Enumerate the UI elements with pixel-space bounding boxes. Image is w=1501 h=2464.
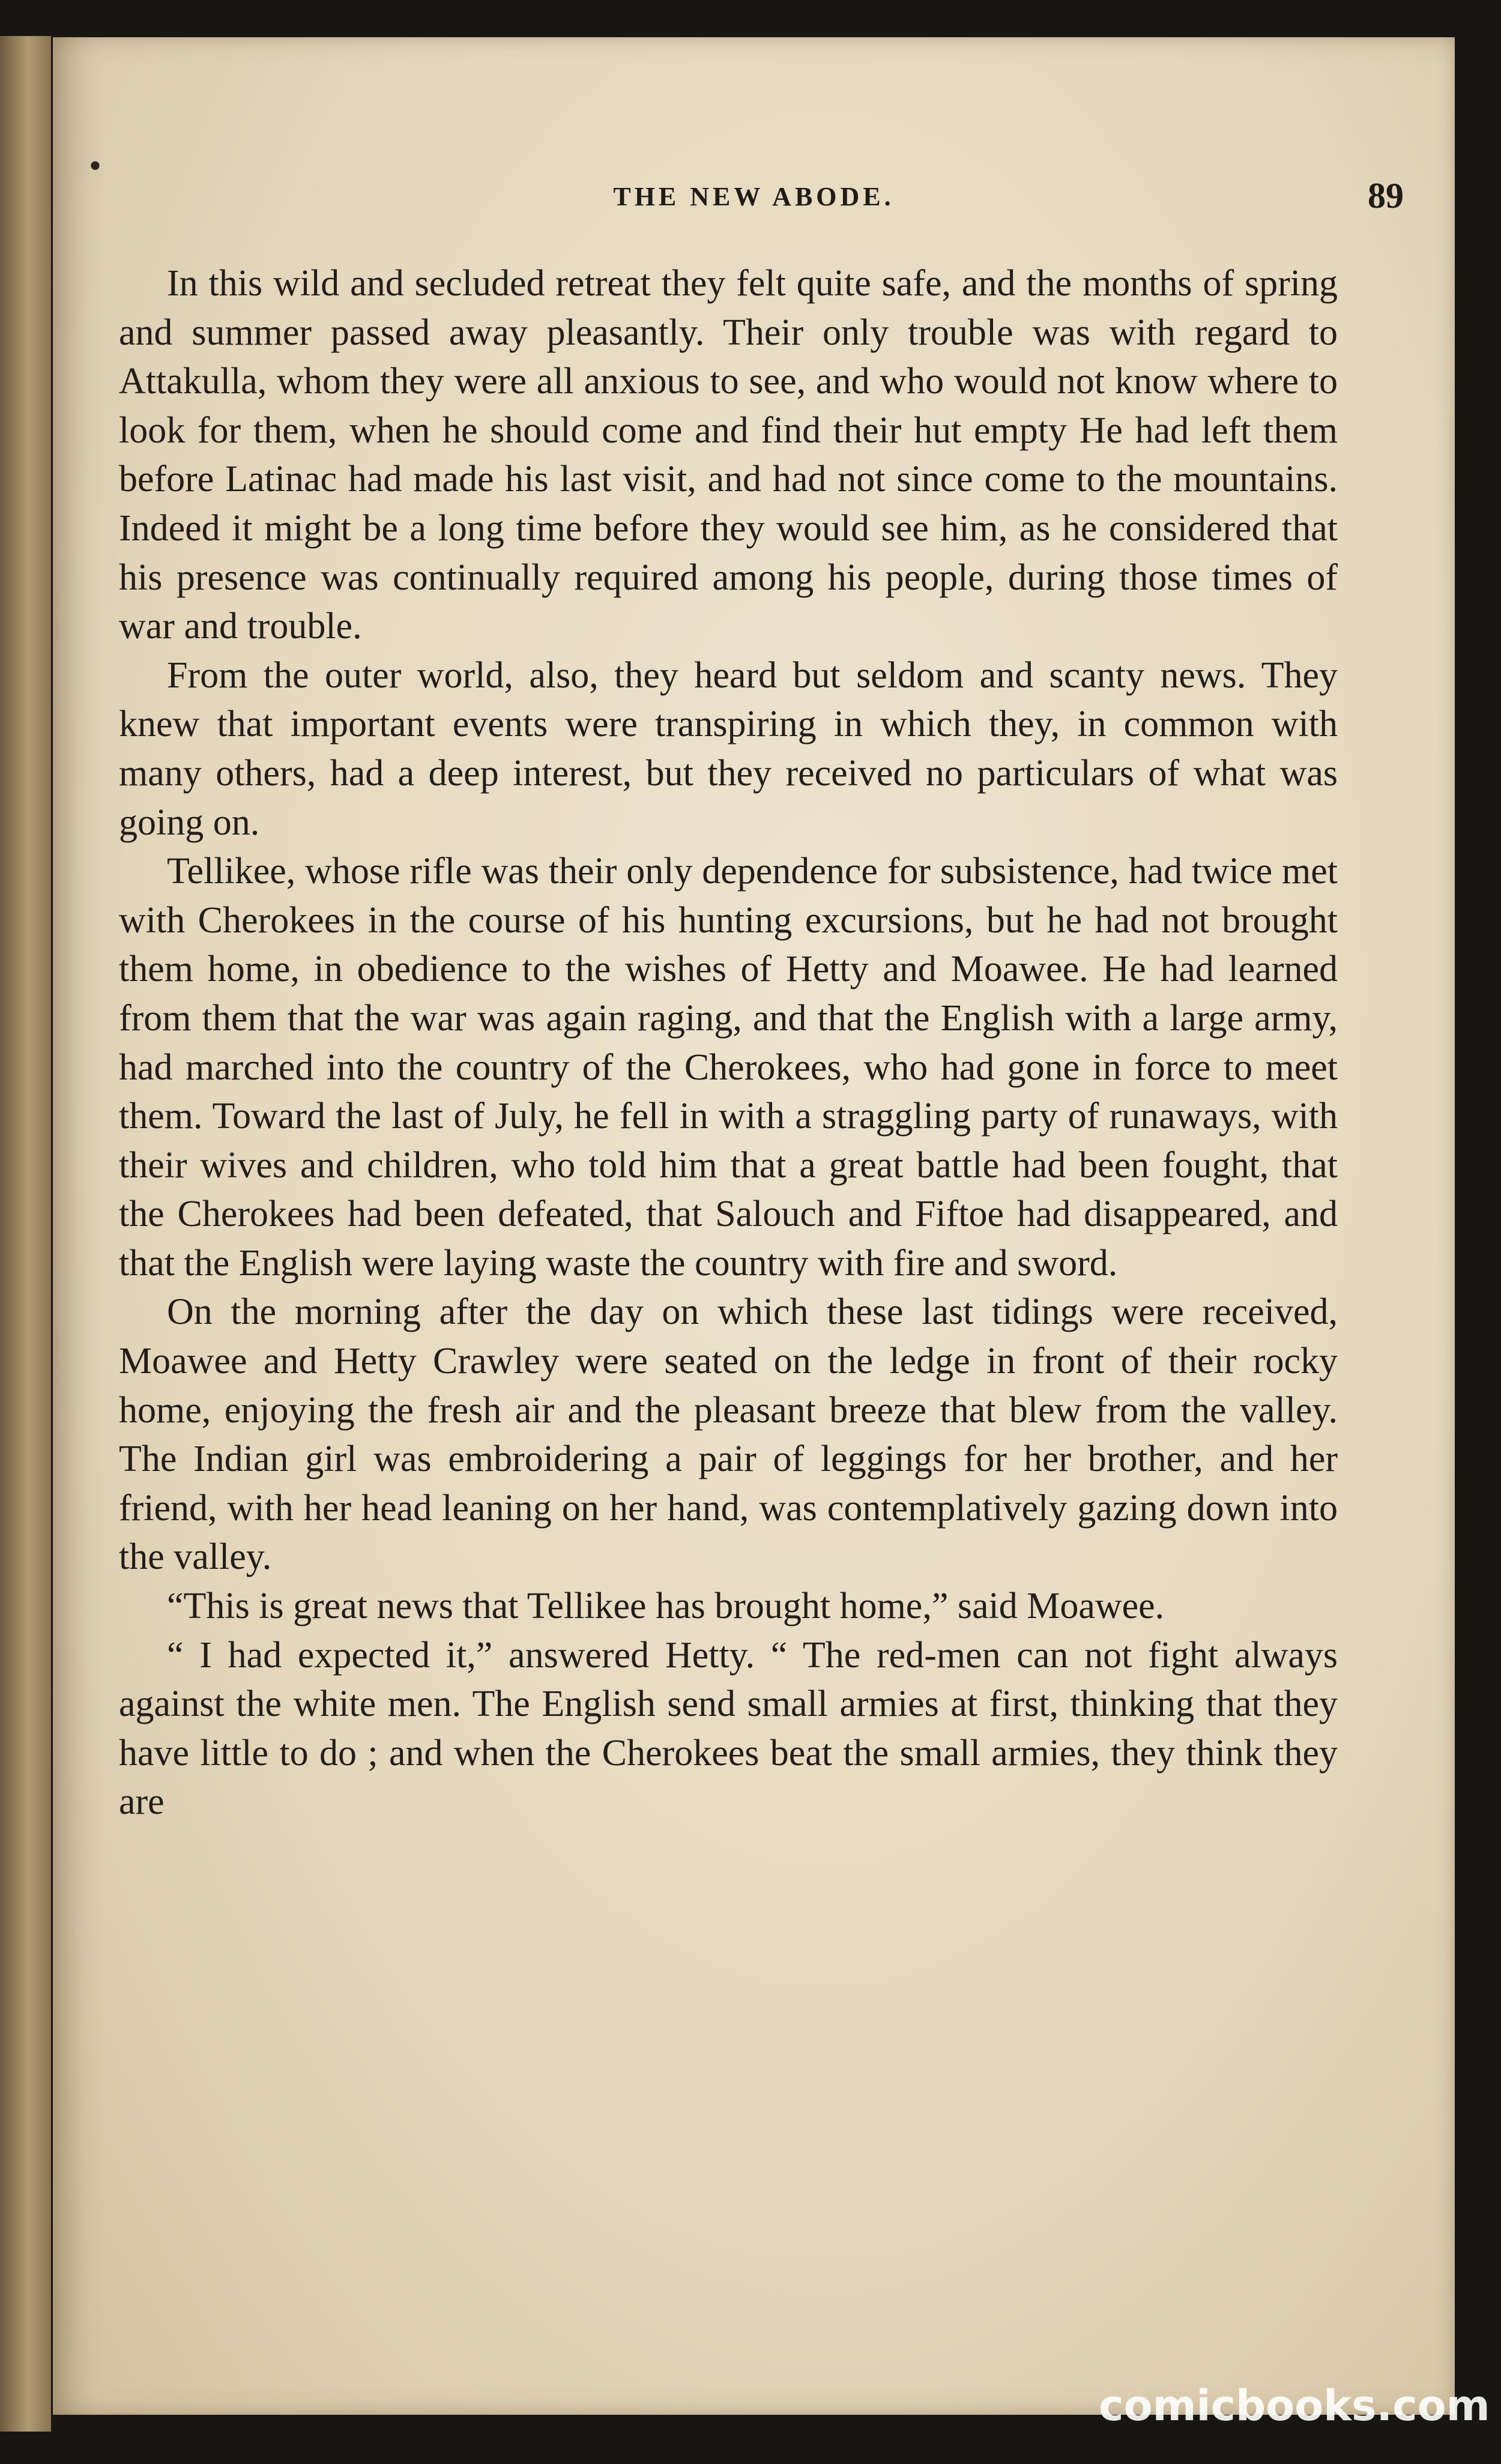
running-head-mark: • [89, 146, 102, 186]
running-head [53, 145, 1455, 216]
body-text [119, 259, 1338, 1827]
chapter-title: THE NEW ABODE. [613, 182, 895, 211]
paragraph: “This is great news that Tellikee has brought home,” said Moawee. [167, 1586, 1165, 1627]
paragraph: On the morning after the day on which these last tidings were received, Moawee and Hetty Crawley were seated on the ledge in front of their rocky home, enjoying the fresh air and the pleasant breeze that blew from the valley. The Indian girl was embroidering a pair of leggings for her brother, and her friend, with her head leaning on her hand, was contemplatively gazing down into the valley. [119, 1291, 1338, 1578]
paragraph: “ I had expected it,” answered Hetty. “ The red-men can not fight always against the white men. The English send small armies at first, thinking that they have little to do ; and when the Cherokees beat the small armies, they think they are [119, 1634, 1338, 1823]
left-page-edge [0, 36, 51, 2432]
book-page [53, 37, 1455, 2415]
paragraph: From the outer world, also, they heard but seldom and scanty news. They knew that important events were transpiring in which they, in common with many others, had a deep interest, but they received no particulars of what was going on. [119, 654, 1338, 843]
paragraph: In this wild and secluded retreat they felt quite safe, and the months of spring and summer passed away pleasantly. Their only trouble was with regard to Attakulla, whom they were all anxious to see, and who would not know where to look for them, when he should come and find their hut empty He had left them before Latinac had made his last visit, and had not since come to the mountains. Indeed it might be a long time before they would see him, as he considered that his presence was continually required among his people, during those times of war and trouble. [119, 263, 1338, 647]
page-number: 89 [1368, 176, 1404, 216]
paragraph: Tellikee, whose rifle was their only dependence for subsistence, had twice met with Cherokees in the course of his hunting excursions, but he had not brought them home, in obedience to the wishes of Hetty and Moawee. He had learned from them that the war was again raging, and that the English with a large army, had marched into the country of the Cherokees, who had gone in force to meet them. Toward the last of July, he fell in with a straggling party of runaways, with their wives and children, who told him that a great battle had been fought, that the Cherokees had been defeated, that Salouch and Fiftoe had disappeared, and that the English were laying waste the country with fire and sword. [119, 851, 1338, 1284]
watermark: comicbooks.com [1099, 2381, 1490, 2430]
